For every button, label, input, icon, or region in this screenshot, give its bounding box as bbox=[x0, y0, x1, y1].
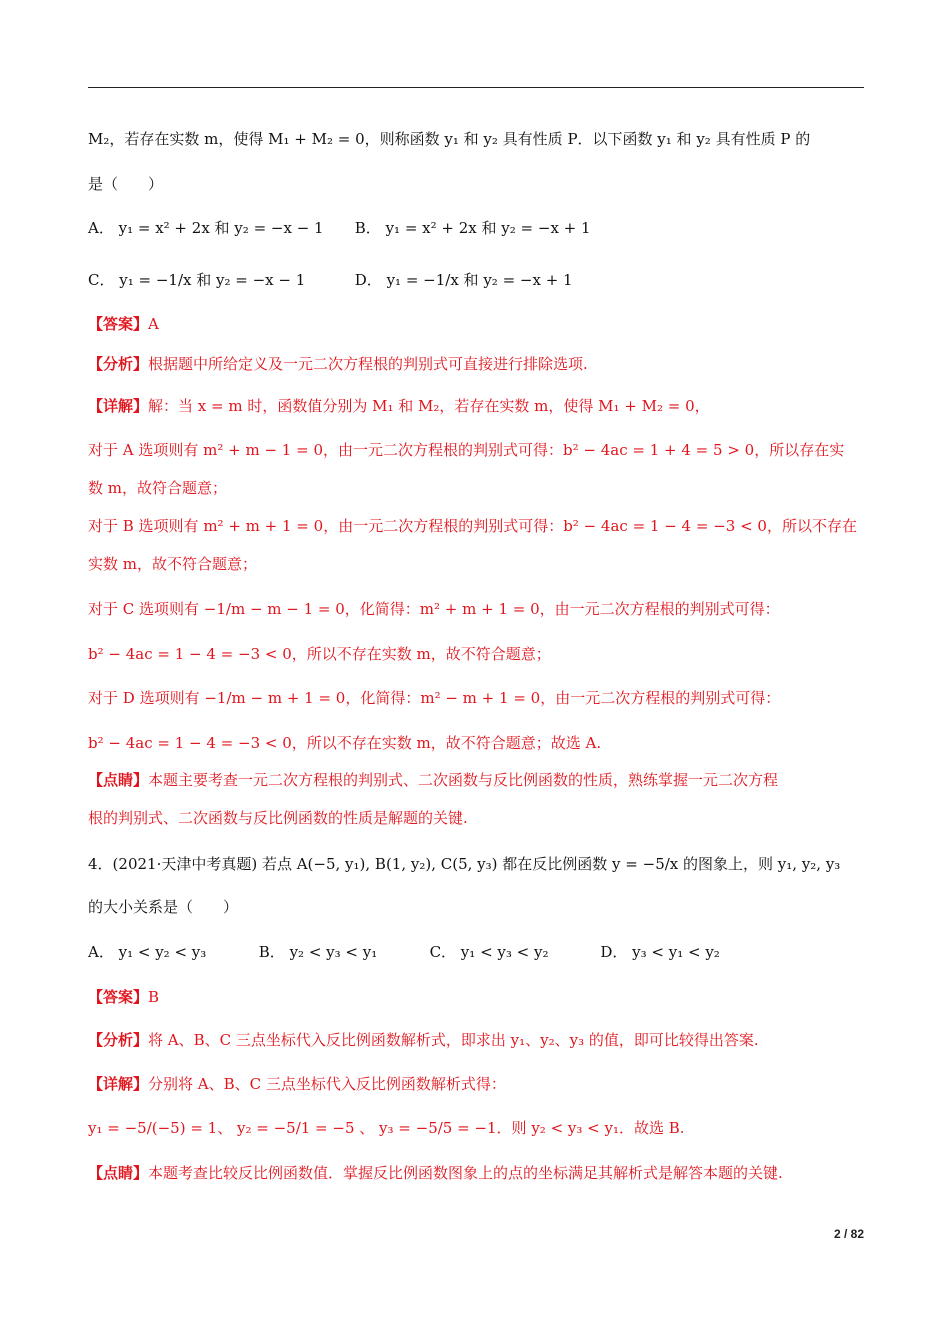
q3-comment-line2: 根的判别式、二次函数与反比例函数的性质是解题的关键. bbox=[88, 809, 468, 827]
answer-tag: 【答案】 bbox=[88, 315, 149, 333]
q4-detail-line2: y₁ = −5/(−5) = 1、 y₂ = −5/1 = −5 、 y₃ = −5/5 = −1．则 y₂ < y₃ < y₁．故选 B. bbox=[88, 1119, 685, 1137]
q4-option-c: C． y₁ < y₃ < y₂ bbox=[429, 943, 549, 961]
q4-answer bbox=[88, 985, 868, 1009]
analysis-tag: 【分析】 bbox=[88, 355, 149, 373]
detail-tag: 【详解】 bbox=[88, 1075, 149, 1093]
comment-text: 本题主要考查一元二次方程根的判别式、二次函数与反比例函数的性质，熟练掌握一元二次方程 bbox=[148, 771, 779, 789]
q4-option-d: D． y₃ < y₁ < y₂ bbox=[600, 943, 720, 961]
page-number: 2 / 82 bbox=[833, 1227, 864, 1241]
q3-detail-line5: 实数 m，故不符合题意； bbox=[88, 555, 257, 573]
comment-tag: 【点睛】 bbox=[88, 1164, 149, 1182]
q3-option-b: B． y₁ = x² + 2x 和 y₂ = −x + 1 bbox=[354, 219, 591, 237]
q3-analysis bbox=[88, 352, 868, 376]
q3-options-row2 bbox=[88, 268, 868, 292]
answer-tag: 【答案】 bbox=[88, 988, 149, 1006]
q3-option-c: C． y₁ = −1/x 和 y₂ = −x − 1 bbox=[88, 271, 306, 289]
q3-detail-line7: b² − 4ac = 1 − 4 = −3 < 0，所以不存在实数 m，故不符合题意； bbox=[88, 645, 551, 663]
q3-detail-line8: 对于 D 选项则有 −1/m − m + 1 = 0，化简得：m² − m + 1 = 0，由一元二次方程根的判别式可得： bbox=[88, 689, 781, 707]
q3-comment-line1 bbox=[88, 768, 868, 792]
analysis-text: 根据题中所给定义及一元二次方程根的判别式可直接进行排除选项. bbox=[148, 355, 588, 373]
q4-options-row bbox=[88, 940, 868, 964]
detail-text: 分别将 A、B、C 三点坐标代入反比例函数解析式得： bbox=[148, 1075, 506, 1093]
q3-stem-tail: M₂，若存在实数 m，使得 M₁ + M₂ = 0，则称函数 y₁ 和 y₂ 具有性质 P．以下函数 y₁ 和 y₂ 具有性质 P 的 bbox=[88, 130, 811, 148]
q3-option-d: D． y₁ = −1/x 和 y₂ = −x + 1 bbox=[354, 271, 573, 289]
q3-option-a: A． y₁ = x² + 2x 和 y₂ = −x − 1 bbox=[88, 219, 324, 237]
q4-option-b: B． y₂ < y₃ < y₁ bbox=[258, 943, 378, 961]
answer-value: B bbox=[148, 988, 160, 1006]
header-rule bbox=[88, 87, 864, 88]
comment-text: 本题考查比较反比例函数值．掌握反比例函数图象上的点的坐标满足其解析式是解答本题的关键. bbox=[148, 1164, 783, 1182]
q3-detail-line1 bbox=[88, 394, 868, 418]
q3-detail-line6: 对于 C 选项则有 −1/m − m − 1 = 0，化简得：m² + m + 1 = 0，由一元二次方程根的判别式可得： bbox=[88, 600, 780, 618]
detail-tag: 【详解】 bbox=[88, 397, 149, 415]
q4-stem2: 的大小关系是（ ） bbox=[88, 898, 239, 916]
q3-detail-line9: b² − 4ac = 1 − 4 = −3 < 0，所以不存在实数 m，故不符合题意；故选 A. bbox=[88, 734, 602, 752]
q4-analysis bbox=[88, 1028, 868, 1052]
analysis-tag: 【分析】 bbox=[88, 1031, 149, 1049]
q4-stem: 4．(2021·天津中考真题) 若点 A(−5, y₁), B(1, y₂), C(5, y₃) 都在反比例函数 y = −5/x 的图象上，则 y₁, y₂, y₃ bbox=[88, 855, 841, 873]
analysis-text: 将 A、B、C 三点坐标代入反比例函数解析式，即求出 y₁、y₂、y₃ 的值，即可比较得出答案. bbox=[148, 1031, 759, 1049]
q3-detail-line3: 数 m，故符合题意； bbox=[88, 479, 227, 497]
q4-comment bbox=[88, 1161, 868, 1185]
q3-answer bbox=[88, 312, 868, 336]
q4-option-a: A． y₁ < y₂ < y₃ bbox=[88, 943, 207, 961]
comment-tag: 【点睛】 bbox=[88, 771, 149, 789]
detail-text: 解：当 x = m 时，函数值分别为 M₁ 和 M₂，若存在实数 m，使得 M₁ + M₂ = 0， bbox=[148, 397, 710, 415]
q3-detail-line2: 对于 A 选项则有 m² + m − 1 = 0，由一元二次方程根的判别式可得：b² − 4ac = 1 + 4 = 5 > 0，所以存在实 bbox=[88, 441, 845, 459]
q3-stem-tail2: 是（ ） bbox=[88, 175, 164, 193]
q3-options-row1 bbox=[88, 216, 868, 240]
q4-detail-line1 bbox=[88, 1072, 868, 1096]
answer-value: A bbox=[148, 315, 159, 333]
q3-detail-line4: 对于 B 选项则有 m² + m + 1 = 0，由一元二次方程根的判别式可得：b² − 4ac = 1 − 4 = −3 < 0，所以不存在 bbox=[88, 517, 857, 535]
